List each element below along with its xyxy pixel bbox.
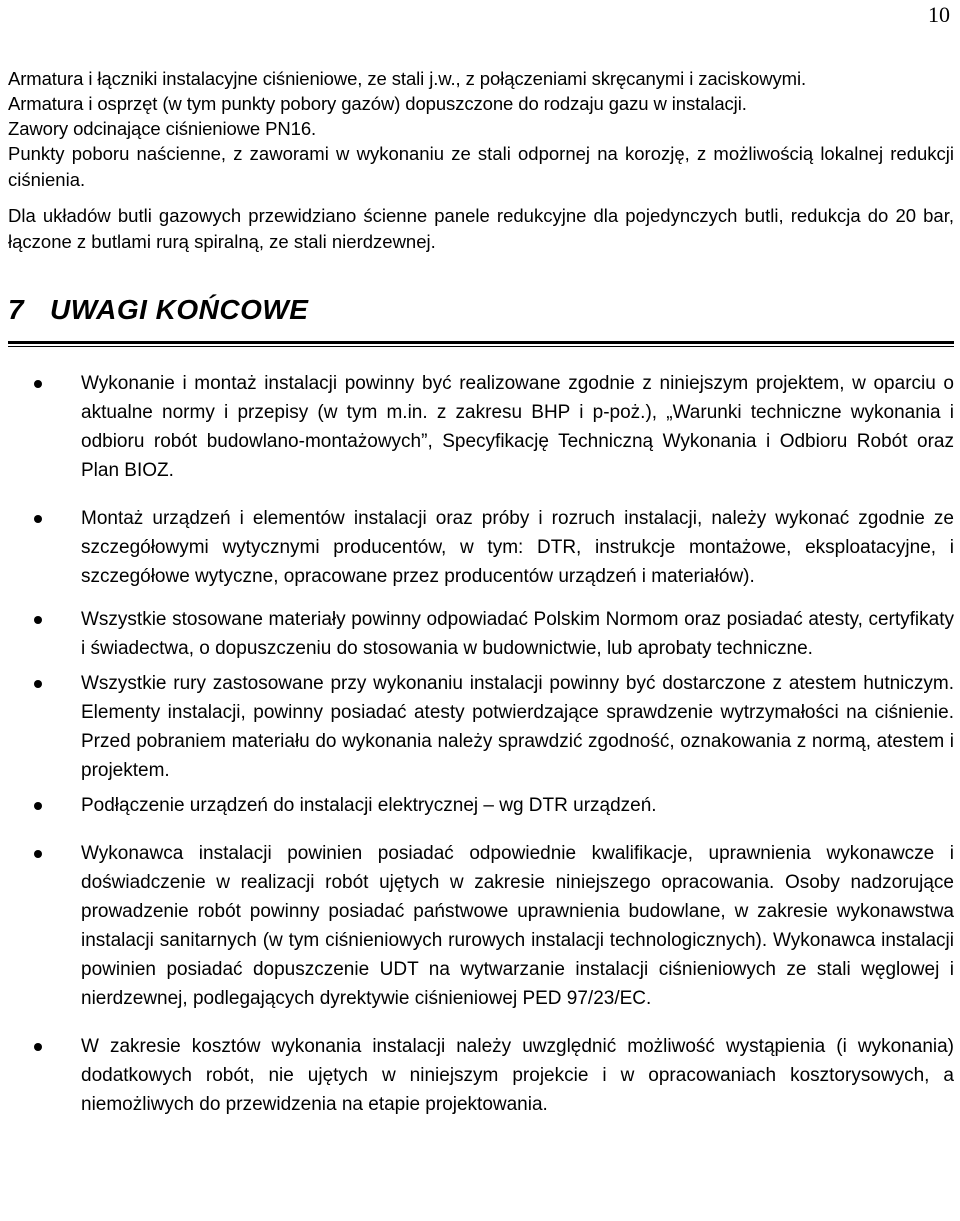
heading-double-rule	[8, 341, 954, 347]
list-item	[8, 1032, 954, 1119]
list-item-text: Podłączenie urządzeń do instalacji elektrycznej – wg DTR urządzeń.	[81, 795, 657, 816]
bullet-icon	[34, 616, 42, 624]
list-item-text: Wszystkie stosowane materiały powinny odpowiadać Polskim Normom oraz posiadać atesty, certyfikaty i świadectwa, o dopuszczeniu do stosowania w budownictwie, lub aprobaty techniczne.	[81, 609, 954, 659]
intro-line: Zawory odcinające ciśnieniowe PN16.	[8, 118, 317, 139]
intro-line: Armatura i łączniki instalacyjne ciśnieniowe, ze stali j.w., z połączeniami skręcanymi i zaciskowymi.	[8, 68, 807, 89]
list-item-text: Wykonawca instalacji powinien posiadać odpowiednie kwalifikacje, uprawnienia wykonawcze i doświadczenie w realizacji robót ujętych w zakresie niniejszego opracowania. Osoby nadzorujące prowadzenie robót powinny posiadać państwowe uprawnienia budowlane, w zakresie wykonawstwa instalacji sanitarnych (w tym ciśnieniowych rurowych instalacji technologicznych). Wykonawca instalacji powinien posiadać dopuszczenie UDT na wytwarzanie instalacji ciśnieniowych ze stali węglowej i nierdzewnej, podlegających dyrektywie ciśnieniowej PED 97/23/EC.	[81, 843, 954, 1009]
intro-line: Armatura i osprzęt (w tym punkty pobory gazów) dopuszczone do rodzaju gazu w instalacji.	[8, 93, 747, 114]
list-item-text: Montaż urządzeń i elementów instalacji oraz próby i rozruch instalacji, należy wykonać zgodnie ze szczegółowymi wytycznymi producentów, w tym: DTR, instrukcje montażowe, eksploatacyjne, i szczegółowe wytyczne, opracowane przez producentów urządzeń i materiałów).	[81, 508, 954, 587]
list-item-text: Wykonanie i montaż instalacji powinny być realizowane zgodnie z niniejszym projektem, w oparciu o aktualne normy i przepisy (w tym m.in. z zakresu BHP i p-poż.), „Warunki techniczne wykonania i odbioru robót budowlano-montażowych”, Specyfikację Techniczną Wykonania i Odbioru Robót oraz Plan BIOZ.	[81, 373, 954, 481]
section-title: UWAGI KOŃCOWE	[50, 294, 309, 325]
paragraph-outlet-points: Punkty poboru naścienne, z zaworami w wykonaniu ze stali odpornej na korozję, z możliwością lokalnej redukcji ciśnienia.	[8, 143, 954, 190]
bullet-icon	[34, 1043, 42, 1051]
document-body	[8, 66, 954, 1119]
bullet-icon	[34, 515, 42, 523]
list-item	[8, 791, 954, 820]
list-item-text: Wszystkie rury zastosowane przy wykonaniu instalacji powinny być dostarczone z atestem hutniczym. Elementy instalacji, powinny posiadać atesty potwierdzające sprawdzenie wytrzymałości na ciśnienie. Przed pobraniem materiału do wykonania należy sprawdzić zgodność, oznakowania z normą, atestem i projektem.	[81, 673, 954, 781]
paragraph-gas-cylinders: Dla układów butli gazowych przewidziano ścienne panele redukcyjne dla pojedynczych butli, redukcja do 20 bar, łączone z butlami rurą spiralną, ze stali nierdzewnej.	[8, 205, 954, 252]
bullet-icon	[34, 802, 42, 810]
list-item	[8, 605, 954, 663]
bullet-icon	[34, 380, 42, 388]
bullet-icon	[34, 680, 42, 688]
list-item	[8, 839, 954, 1013]
list-item	[8, 669, 954, 785]
list-item	[8, 504, 954, 591]
section-number: 7	[8, 294, 25, 325]
final-remarks-list	[8, 369, 954, 1119]
page-number: 10	[928, 2, 950, 27]
list-item	[8, 369, 954, 485]
list-item-text: W zakresie kosztów wykonania instalacji należy uwzględnić możliwość wystąpienia (i wykonania) dodatkowych robót, nie ujętych w niniejszym projekcie i w opracowaniach kosztorysowych, a niemożliwych do przewidzenia na etapie projektowania.	[81, 1036, 954, 1115]
section-heading	[8, 293, 954, 327]
bullet-icon	[34, 850, 42, 858]
